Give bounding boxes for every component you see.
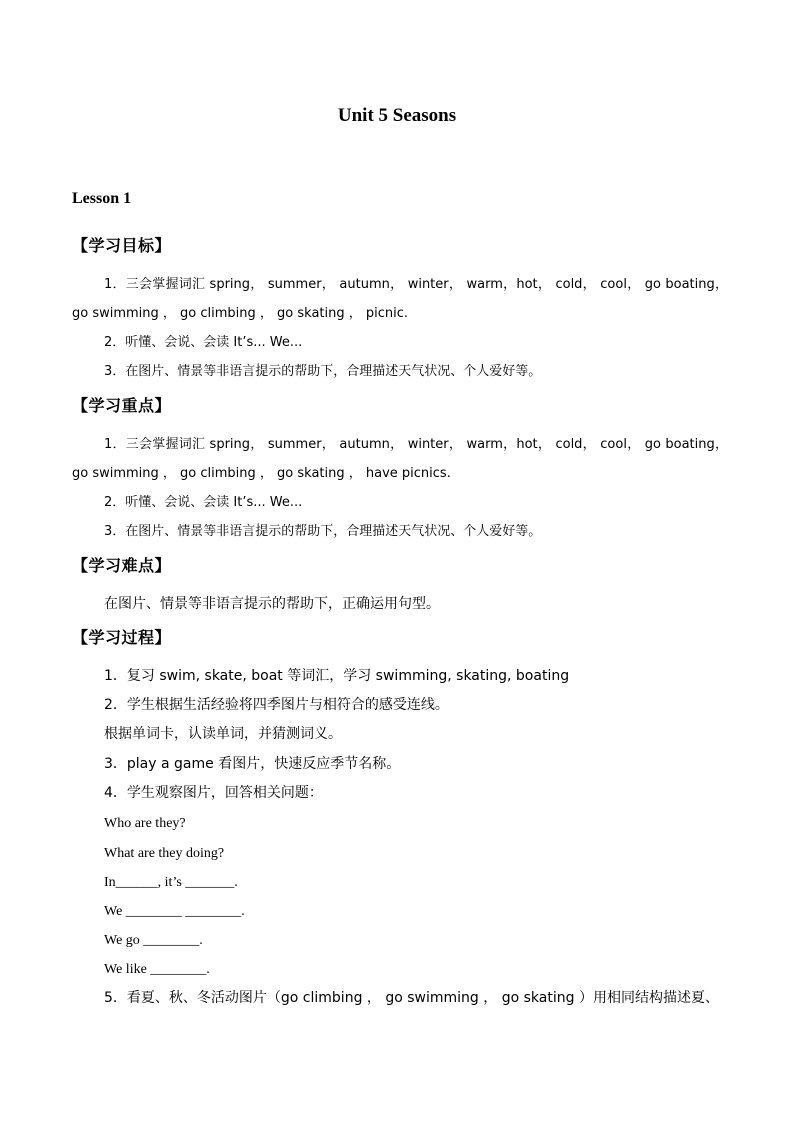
process-step-1: 1．复习 swim, skate, boat 等词汇，学习 swimming, skating, boating — [104, 668, 570, 684]
question-we-go-blank: We go ________. — [104, 933, 203, 948]
process-heading: 【学习过程】 — [72, 628, 172, 647]
lesson-heading: Lesson 1 — [72, 190, 132, 207]
process-step-3: 3．play a game 看图片，快速反应季节名称。 — [104, 756, 401, 772]
key-points-item-2: 2．听懂、会说、会读 It’s... We... — [104, 495, 303, 510]
question-season-blank: In______, it’s _______. — [104, 875, 238, 890]
question-who: Who are they? — [104, 816, 186, 831]
question-we-blank: We ________ ________. — [104, 904, 245, 919]
objectives-heading: 【学习目标】 — [72, 236, 172, 255]
difficulties-text: 在图片、情景等非语言提示的帮助下，正确运用句型。 — [104, 596, 440, 612]
question-we-like-blank: We like ________. — [104, 962, 210, 977]
process-step-4: 4．学生观察图片，回答相关问题： — [104, 785, 323, 801]
objectives-item-2: 2．听懂、会说、会读 It’s... We... — [104, 335, 303, 350]
question-doing: What are they doing? — [104, 846, 225, 861]
key-points-item-1-line-1: 1．三会掌握词汇 spring， summer， autumn， winter， warm，hot， cold， cool， go boating， — [104, 437, 728, 452]
key-points-item-3: 3．在图片、情景等非语言提示的帮助下，合理描述天气状况、个人爱好等。 — [104, 524, 542, 539]
difficulties-heading: 【学习难点】 — [72, 556, 172, 575]
process-step-5: 5．看夏、秋、冬活动图片（go climbing ， go swimming ， go skating ）用相同结构描述夏、 — [104, 990, 719, 1006]
objectives-item-3: 3．在图片、情景等非语言提示的帮助下，合理描述天气状况、个人爱好等。 — [104, 364, 542, 379]
process-step-2-note: 根据单词卡，认读单词，并猜测词义。 — [104, 726, 342, 742]
key-points-item-1-line-2: go swimming ， go climbing ， go skating ， have picnics. — [72, 466, 451, 481]
key-points-heading: 【学习重点】 — [72, 396, 172, 415]
process-step-2: 2．学生根据生活经验将四季图片与相符合的感受连线。 — [104, 697, 449, 713]
objectives-item-1-line-2: go swimming ， go climbing ， go skating ， picnic. — [72, 306, 409, 321]
document-title: Unit 5 Seasons — [337, 105, 457, 126]
objectives-item-1-line-1: 1．三会掌握词汇 spring， summer， autumn， winter， warm，hot， cold， cool， go boating， — [104, 277, 728, 292]
